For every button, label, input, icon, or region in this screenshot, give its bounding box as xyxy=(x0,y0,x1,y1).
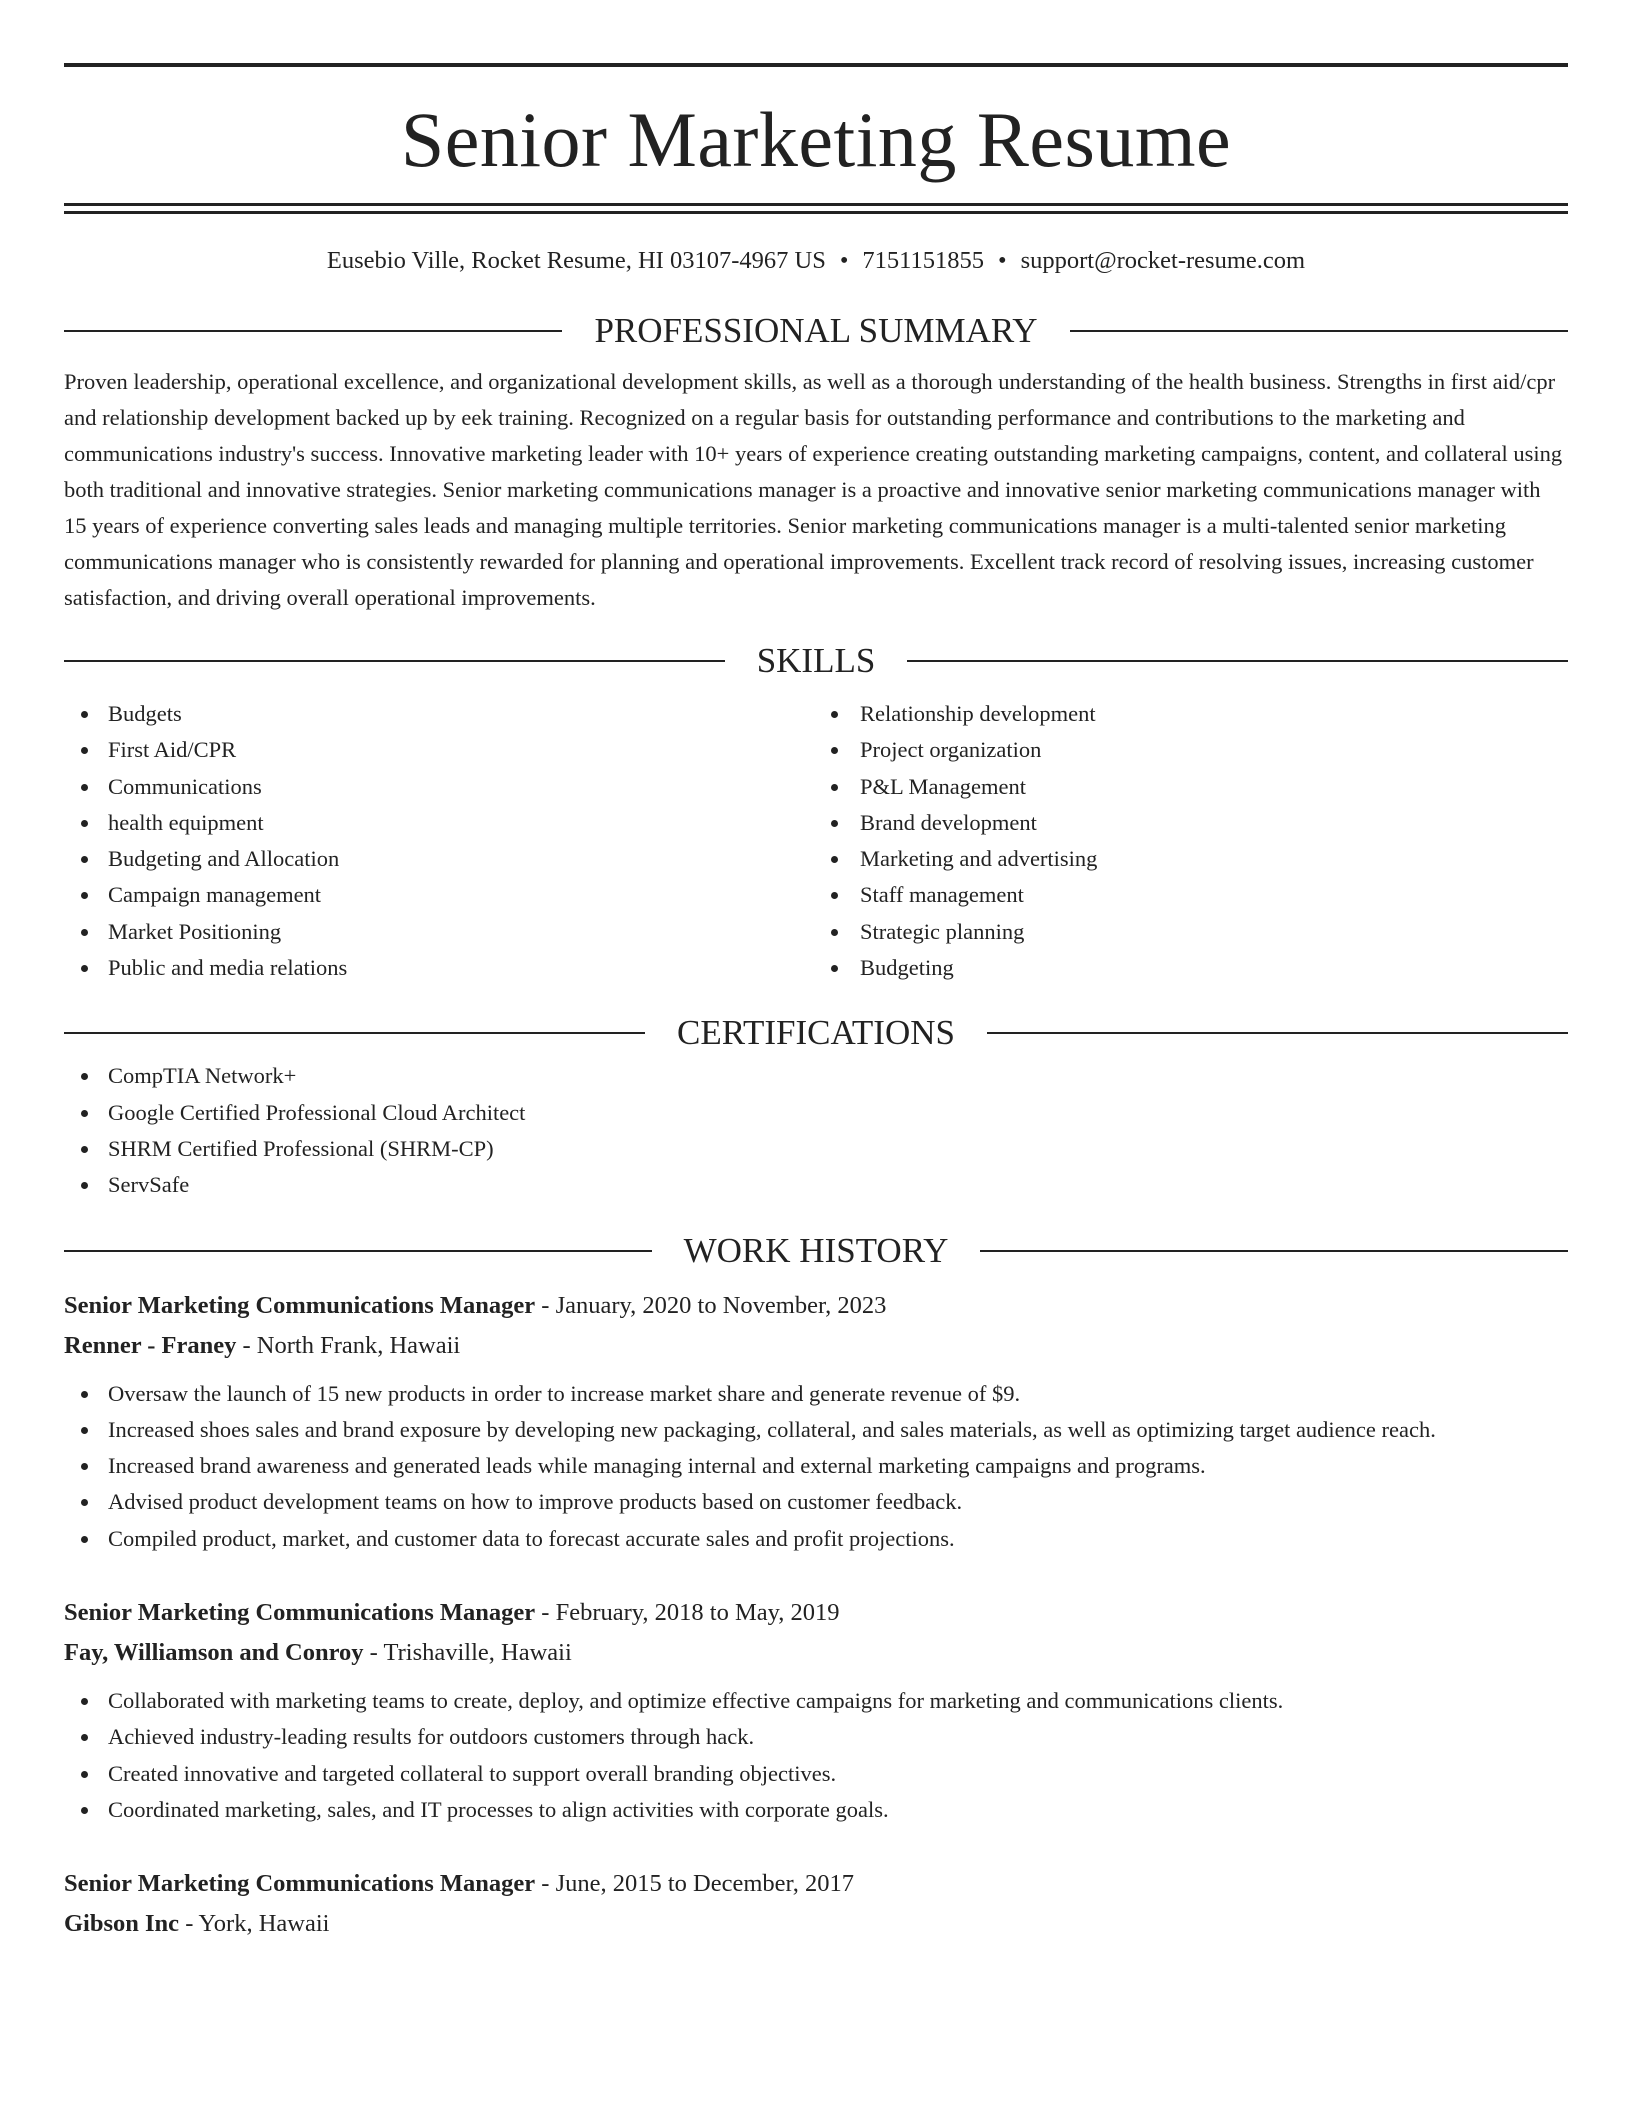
certification-item: Google Certified Professional Cloud Architect xyxy=(64,1095,1568,1131)
certifications-heading-label: CERTIFICATIONS xyxy=(677,1013,955,1053)
certifications-list xyxy=(64,1058,1568,1203)
job-bullet: Increased brand awareness and generated leads while managing internal and external marketing campaigns and programs. xyxy=(64,1448,1568,1484)
job-bullet: Increased shoes sales and brand exposure by developing new packaging, collateral, and sales materials, as well as optimizing target audience reach. xyxy=(64,1412,1568,1448)
job-dates: - June, 2015 to December, 2017 xyxy=(535,1870,854,1898)
job-location: - Trishaville, Hawaii xyxy=(363,1639,572,1667)
heading-rule-left xyxy=(64,1250,652,1252)
job-title-line xyxy=(64,1593,1568,1633)
job-title: Senior Marketing Communications Manager xyxy=(64,1291,536,1319)
work-history-heading xyxy=(64,1226,1568,1276)
job-bullets xyxy=(64,1376,1568,1557)
job-title-line xyxy=(64,1286,1568,1326)
job-entry xyxy=(64,1593,1568,1828)
heading-rule-right xyxy=(907,660,1568,662)
job-company: Fay, Williamson and Conroy xyxy=(64,1639,364,1667)
skill-item: Relationship development xyxy=(816,696,1568,732)
skill-item: Project organization xyxy=(816,732,1568,768)
job-bullet: Oversaw the launch of 15 new products in order to increase market share and generate revenue of $9. xyxy=(64,1376,1568,1412)
skill-item: Staff management xyxy=(816,877,1568,913)
top-rule xyxy=(64,63,1568,67)
job-bullet: Achieved industry-leading results for outdoors customers through hack. xyxy=(64,1719,1568,1755)
skill-item: Budgets xyxy=(64,696,816,732)
heading-rule-left xyxy=(64,660,725,662)
summary-heading xyxy=(64,306,1568,356)
skill-item: Budgeting and Allocation xyxy=(64,841,816,877)
job-company-line xyxy=(64,1326,1568,1366)
job-entry xyxy=(64,1286,1568,1557)
contact-phone: 7151151855 xyxy=(862,247,984,274)
job-dates: - January, 2020 to November, 2023 xyxy=(535,1291,887,1319)
skills-heading xyxy=(64,636,1568,686)
skill-item: P&L Management xyxy=(816,769,1568,805)
certification-item: SHRM Certified Professional (SHRM-CP) xyxy=(64,1131,1568,1167)
summary-text: Proven leadership, operational excellence, and organizational development skills, as well as a thorough understanding of the health business. Strengths in first aid/cpr and relationship development backed up by eek training. Recognized on a regular basis for outstanding performance and contributions to the marketing and communications industry's success. Innovative marketing leader with 10+ years of experience creating outstanding marketing campaigns, content, and collateral using both traditional and innovative strategies. Senior marketing communications manager is a proactive and innovative senior marketing communications manager with 15 years of experience converting sales leads and managing multiple territories. Senior marketing communications manager is a multi-talented senior marketing communications manager who is consistently rewarded for planning and operational improvements. Excellent track record of resolving issues, increasing customer satisfaction, and driving overall operational improvements. xyxy=(64,369,1563,610)
title-double-rule xyxy=(64,203,1568,214)
contact-address: Eusebio Ville, Rocket Resume, HI 03107-4967 US xyxy=(326,247,826,274)
skill-item: Brand development xyxy=(816,805,1568,841)
job-bullet: Created innovative and targeted collateral to support overall branding objectives. xyxy=(64,1756,1568,1792)
job-bullet: Advised product development teams on how to improve products based on customer feedback. xyxy=(64,1484,1568,1520)
certification-item: CompTIA Network+ xyxy=(64,1058,1568,1094)
skills-column-left xyxy=(64,696,816,986)
skills-list xyxy=(64,696,1568,986)
skill-item: First Aid/CPR xyxy=(64,732,816,768)
job-company: Renner - Franey xyxy=(64,1331,237,1359)
job-dates: - February, 2018 to May, 2019 xyxy=(535,1599,840,1627)
heading-rule-left xyxy=(64,1032,645,1034)
skills-heading-label: SKILLS xyxy=(756,641,876,680)
page-title: Senior Marketing Resume xyxy=(400,96,1232,183)
job-title: Senior Marketing Communications Manager xyxy=(64,1599,536,1627)
job-title: Senior Marketing Communications Manager xyxy=(64,1870,536,1898)
skill-item: Budgeting xyxy=(816,950,1568,986)
certifications-heading xyxy=(64,1008,1568,1058)
contact-separator: • xyxy=(839,247,849,274)
job-location: - North Frank, Hawaii xyxy=(236,1331,461,1359)
contact-email: support@rocket-resume.com xyxy=(1020,247,1306,274)
job-bullet: Coordinated marketing, sales, and IT processes to align activities with corporate goals. xyxy=(64,1792,1568,1828)
skill-item: Public and media relations xyxy=(64,950,816,986)
skill-item: health equipment xyxy=(64,805,816,841)
job-company-line xyxy=(64,1904,1568,1944)
job-company-line xyxy=(64,1633,1568,1673)
job-bullet: Collaborated with marketing teams to create, deploy, and optimize effective campaigns for marketing and communications clients. xyxy=(64,1683,1568,1719)
skill-item: Strategic planning xyxy=(816,914,1568,950)
contact-line xyxy=(64,244,1568,278)
heading-rule-right xyxy=(1070,330,1568,332)
work-history-heading-label: WORK HISTORY xyxy=(683,1230,949,1270)
skills-column-right xyxy=(816,696,1568,986)
job-entry xyxy=(64,1864,1568,1944)
contact-separator: • xyxy=(998,247,1007,274)
certification-item: ServSafe xyxy=(64,1167,1568,1203)
resume-page xyxy=(64,0,1568,1944)
job-bullets xyxy=(64,1683,1568,1828)
heading-rule-right xyxy=(987,1032,1568,1034)
skill-item: Market Positioning xyxy=(64,914,816,950)
skill-item: Marketing and advertising xyxy=(816,841,1568,877)
job-title-line xyxy=(64,1864,1568,1904)
summary-heading-label: PROFESSIONAL SUMMARY xyxy=(594,311,1038,350)
job-bullet: Compiled product, market, and customer data to forecast accurate sales and profit projections. xyxy=(64,1521,1568,1557)
skill-item: Communications xyxy=(64,769,816,805)
heading-rule-left xyxy=(64,330,562,332)
heading-rule-right xyxy=(980,1250,1568,1252)
job-location: - York, Hawaii xyxy=(179,1910,330,1938)
job-company: Gibson Inc xyxy=(64,1910,180,1938)
skill-item: Campaign management xyxy=(64,877,816,913)
